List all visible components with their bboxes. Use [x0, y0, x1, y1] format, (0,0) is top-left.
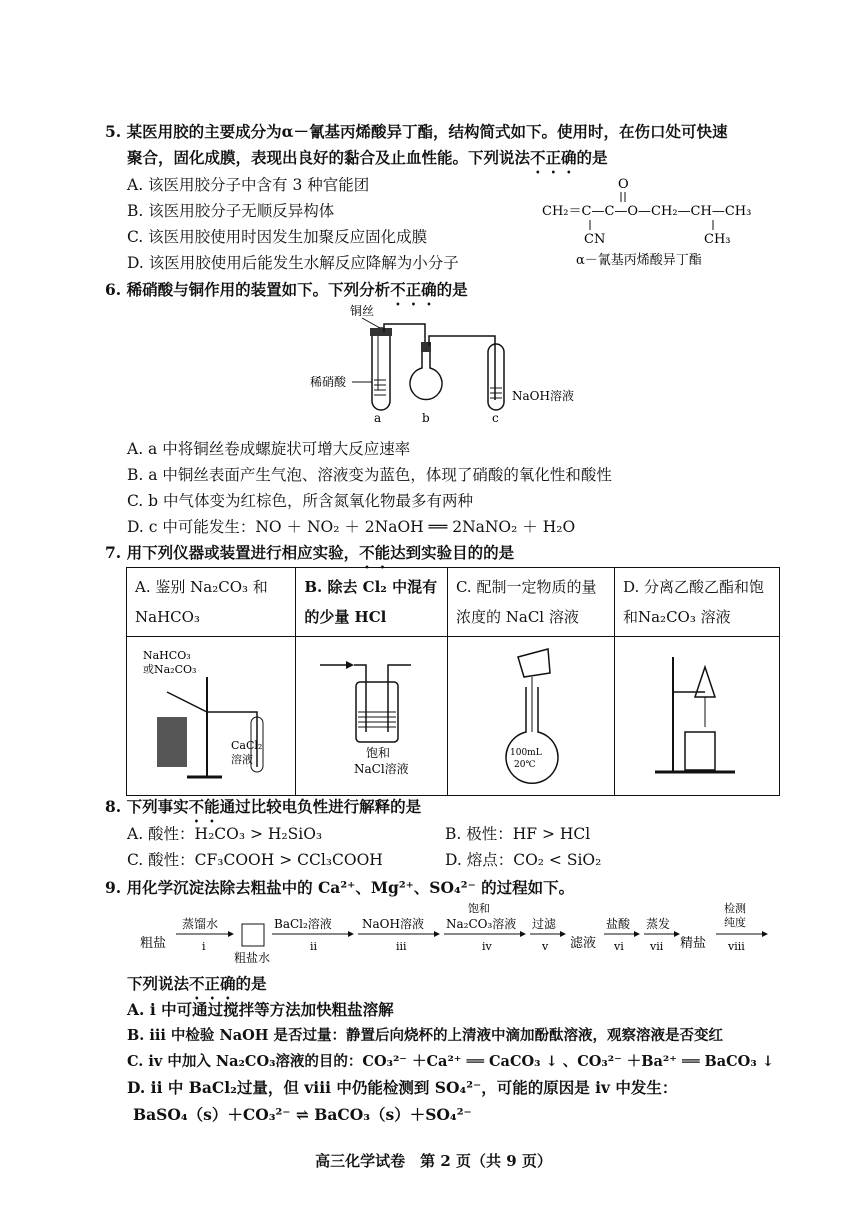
flow-mid1: 粗盐水 [234, 951, 271, 965]
q7-c-temp: 20℃ [513, 760, 536, 770]
flow-s4-top1: 饱和 [468, 902, 490, 915]
flow-mid2: 滤液 [570, 936, 597, 951]
q8-option-b: B. 极性：HF > HCl [445, 825, 591, 843]
flow-s3-top: NaOH溶液 [362, 917, 424, 931]
q7-c-vol: 100mL [509, 748, 542, 758]
q5-option-a: A. 该医用胶分子中含有 3 种官能团 [127, 176, 370, 194]
q6-acid-label: 稀硝酸 [310, 375, 347, 389]
q7-a-label2: 或Na₂CO₃ [143, 663, 197, 676]
flow-s6-num: vi [614, 940, 624, 953]
structure-ch3: CH₃ [704, 232, 731, 247]
flow-s1-num: i [202, 940, 206, 953]
q9-option-d: D. ii 中 BaCl₂过量，但 viii 中仍能检测到 SO₄²⁻，可能的原因是 iv 中发生： [127, 1078, 678, 1097]
flow-s4-top2: Na₂CO₃溶液 [446, 917, 517, 931]
q9-option-b: B. iii 中检验 NaOH 是否过量：静置后向烧杯的上清液中滴加酚酞溶液，观察溶液是否变红 [127, 1027, 723, 1044]
flow-s7-top: 蒸发 [646, 917, 671, 931]
q7-header-a: A. 鉴别 Na₂CO₃ 和 NaHCO₃ [127, 568, 296, 637]
q6-label-c: c [492, 411, 499, 425]
q6-option-d: D. c 中可能发生：NO ＋ NO₂ ＋ 2NaOH ══ 2NaNO₂ ＋ H₂O [127, 518, 576, 536]
q7-a-cacl: CaCl₂ [231, 739, 263, 752]
structure-caption: α－氰基丙烯酸异丁酯 [576, 253, 702, 268]
q8-option-d: D. 熔点：CO₂ < SiO₂ [445, 851, 602, 869]
structure-o: O [618, 177, 629, 192]
flow-s3-num: iii [396, 940, 407, 953]
q8-option-a: A. 酸性：H₂CO₃ > H₂SiO₃ [127, 825, 323, 843]
flow-s5-top: 过滤 [532, 917, 557, 931]
q6-option-b: B. a 中铜丝表面产生气泡、溶液变为蓝色，体现了硝酸的氧化性和酸性 [127, 466, 612, 484]
q7-a-sol: 溶液 [231, 753, 253, 766]
q6-label-a: a [374, 411, 382, 425]
q5-option-d: D. 该医用胶使用后能发生水解反应降解为小分子 [127, 254, 459, 272]
q6-option-c: C. b 中气体变为红棕色，所含氮氧化物最多有两种 [127, 492, 474, 510]
q7-image-a [127, 637, 296, 796]
q5-structure-diagram [540, 172, 790, 272]
flow-s8-top2: 纯度 [724, 916, 746, 929]
q8-option-c: C. 酸性：CF₃COOH > CCl₃COOH [127, 851, 383, 869]
q6-option-a: A. a 中将铜丝卷成螺旋状可增大反应速率 [127, 440, 411, 458]
q7-a-label1: NaHCO₃ [143, 649, 191, 662]
structure-main: CH₂＝C—C—O—CH₂—CH—CH₃ [542, 204, 752, 219]
q9-sub-stem: 下列说法不正确的是 [127, 974, 267, 993]
q6-label-b: b [422, 411, 430, 425]
q5-option-c: C. 该医用胶使用时因发生加聚反应固化成膜 [127, 228, 428, 246]
q5-stem-line1: 5. 某医用胶的主要成分为α－氰基丙烯酸异丁酯，结构简式如下。使用时，在伤口处可快速 [105, 122, 728, 141]
flow-s1-top: 蒸馏水 [182, 917, 219, 931]
page-footer: 高三化学试卷 第 2 页（共 9 页） [315, 1152, 552, 1170]
q9-option-a: A. i 中可通过搅拌等方法加快粗盐溶解 [127, 1000, 394, 1019]
flow-s5-num: v [542, 940, 549, 953]
flow-start: 粗盐 [140, 936, 167, 951]
q9-stem: 9. 用化学沉淀法除去粗盐中的 Ca²⁺、Mg²⁺、SO₄²⁻ 的过程如下。 [105, 878, 575, 897]
flow-s4-num: iv [482, 940, 492, 953]
flow-mid3: 精盐 [680, 936, 707, 951]
q7-b-sat: 饱和 [366, 746, 391, 760]
q7-image-b [296, 637, 448, 796]
q8-stem: 8. 下列事实不能通过比较电负性进行解释的是 [105, 797, 422, 816]
flow-s8-num: viii [728, 940, 745, 953]
q6-copper-label: 铜丝 [350, 304, 375, 318]
q6-stem: 6. 稀硝酸与铜作用的装置如下。下列分析不正确的是 [105, 280, 468, 299]
q5-stem-line2: 聚合，固化成膜，表现出良好的黏合及止血性能。下列说法不正确的是 [127, 148, 608, 167]
q7-image-c [447, 637, 614, 796]
q7-header-b: B. 除去 Cl₂ 中混有的少量 HCl [296, 568, 448, 637]
q6-apparatus-diagram [300, 300, 600, 428]
q9-equation: BaSO₄（s）＋CO₃²⁻ ⇌ BaCO₃（s）＋SO₄²⁻ [133, 1105, 472, 1124]
flow-s6-top: 盐酸 [606, 917, 631, 931]
q7-header-c: C. 配制一定物质的量浓度的 NaCl 溶液 [447, 568, 614, 637]
q9-flow-diagram [140, 902, 770, 970]
q9-option-c: C. iv 中加入 Na₂CO₃溶液的目的：CO₃²⁻ ＋Ca²⁺ ══ CaCO₃ ↓ 、CO₃²⁻ ＋Ba²⁺ ══ BaCO₃ ↓ [127, 1053, 774, 1070]
flow-s8-top1: 检测 [724, 902, 746, 915]
flow-s7-num: vii [650, 940, 664, 953]
flow-s2-num: ii [310, 940, 318, 953]
q7-b-nacl: NaCl溶液 [354, 762, 410, 776]
q5-option-b: B. 该医用胶分子无顺反异构体 [127, 202, 335, 220]
flow-s2-top: BaCl₂溶液 [274, 917, 332, 931]
q7-table [126, 567, 780, 796]
q7-image-d [614, 637, 779, 796]
q7-header-d: D. 分离乙酸乙酯和饱和Na₂CO₃ 溶液 [614, 568, 779, 637]
q6-naoh-label: NaOH溶液 [512, 389, 574, 403]
q7-stem: 7. 用下列仪器或装置进行相应实验，不能达到实验目的的是 [105, 543, 515, 562]
structure-cn: CN [584, 232, 606, 247]
